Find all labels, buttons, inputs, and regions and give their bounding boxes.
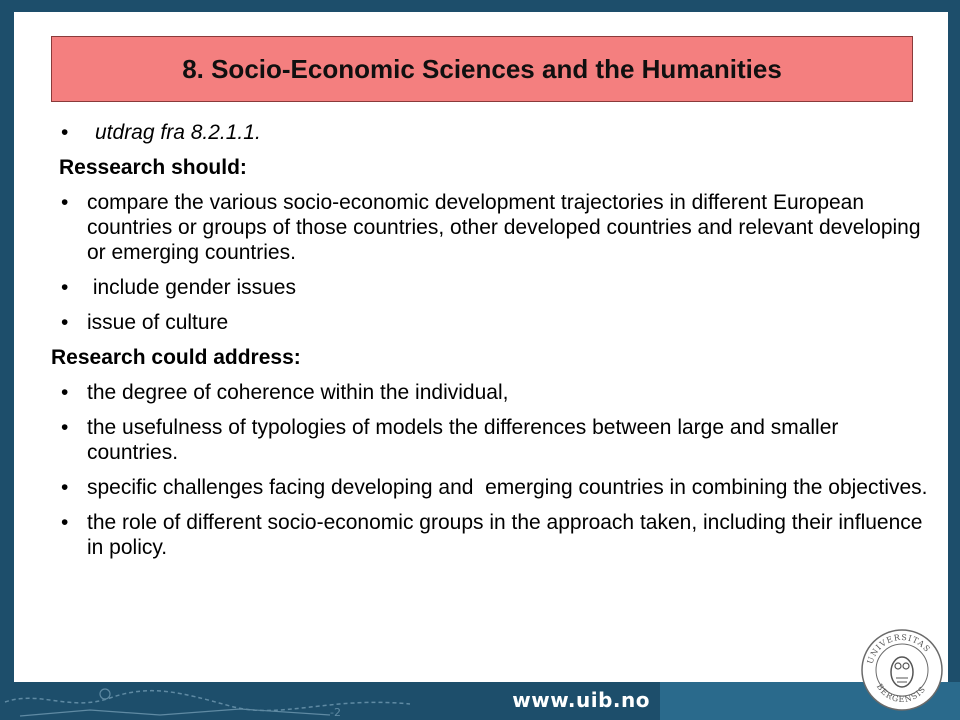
slide-title: 8. Socio-Economic Sciences and the Humanities	[182, 53, 782, 84]
title-box	[51, 36, 913, 102]
heading-should: Ressearch should:	[59, 156, 247, 179]
list-item	[51, 475, 931, 500]
bullet-dot: •	[61, 191, 69, 214]
list-item-text: the role of different socio-economic groups in the approach taken, including their influence in policy.	[87, 511, 923, 559]
list-item	[51, 275, 931, 300]
intro-text: utdrag fra 8.2.1.1.	[95, 121, 261, 144]
footer-scribble-decoration	[0, 682, 420, 720]
list-item	[51, 415, 931, 465]
svg-text:-2: -2	[330, 706, 341, 719]
bullet-dot: •	[61, 311, 69, 334]
footer-url: www.uib.no	[512, 688, 650, 712]
list-item-text: the degree of coherence within the individual,	[87, 381, 509, 404]
footer-bar	[0, 682, 960, 720]
slide-canvas	[14, 12, 948, 682]
heading-could: Research could address:	[51, 346, 301, 369]
list-item-text: compare the various socio-economic development trajectories in different European countries or groups of those countries, other developed countries and relevant developing or emerging countries.	[87, 191, 921, 264]
bullet-dot: •	[61, 476, 69, 499]
bullet-dot: •	[61, 276, 69, 299]
svg-text:UNIVERSITAS: UNIVERSITAS	[865, 632, 933, 665]
intro-bullet	[51, 120, 931, 145]
list-item-text: the usefulness of typologies of models the differences between large and smaller countries.	[87, 416, 839, 464]
list-item-text: specific challenges facing developing and emerging countries in combining the objectives.	[87, 476, 928, 499]
list-item	[51, 310, 931, 335]
bullet-dot: •	[61, 121, 69, 144]
bullet-dot: •	[61, 416, 69, 439]
list-item-text: include gender issues	[87, 276, 296, 299]
bullet-dot: •	[61, 511, 69, 534]
svg-text:BERGENSIS: BERGENSIS	[874, 682, 928, 705]
list-item	[51, 380, 931, 405]
bullet-dot: •	[61, 381, 69, 404]
list-item-text: issue of culture	[87, 311, 229, 334]
list-item	[51, 190, 931, 265]
slide-content	[51, 120, 931, 560]
list-item	[51, 510, 931, 560]
university-seal-logo	[860, 628, 944, 712]
